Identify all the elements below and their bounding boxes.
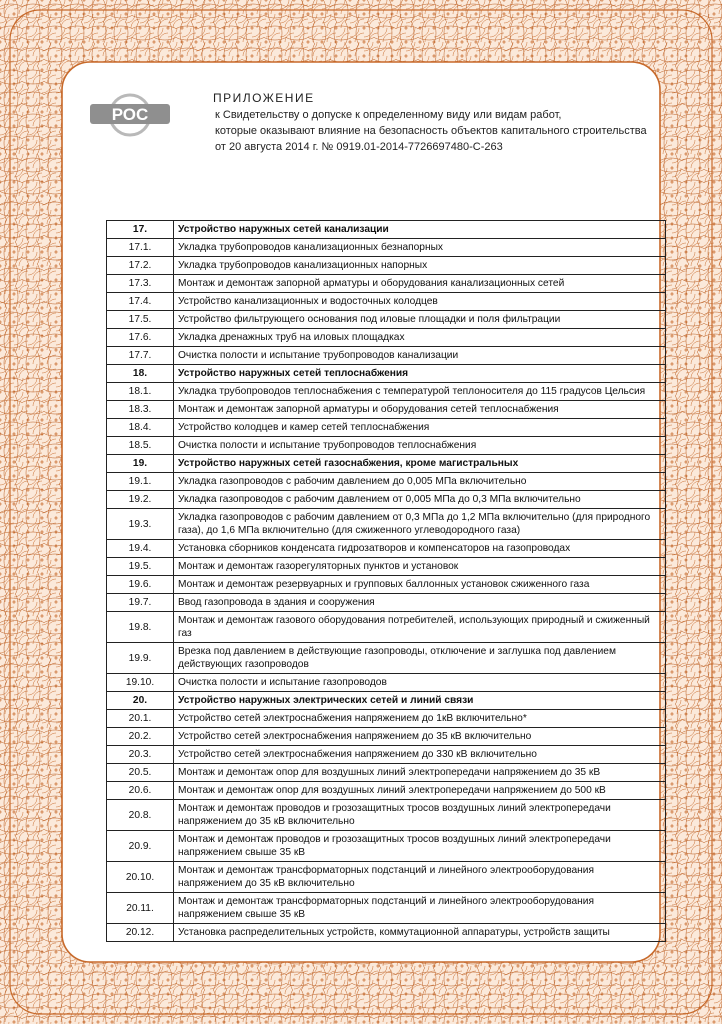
- table-row: [107, 329, 666, 347]
- table-row: [107, 728, 666, 746]
- row-description: Устройство наружных сетей канализации: [174, 221, 666, 239]
- row-description: Монтаж и демонтаж опор для воздушных линий электропередачи напряжением до 35 кВ: [174, 764, 666, 782]
- table-row: [107, 401, 666, 419]
- table-row: [107, 437, 666, 455]
- table-row: [107, 764, 666, 782]
- row-description: Устройство канализационных и водосточных колодцев: [174, 293, 666, 311]
- row-number: 19.4.: [107, 540, 174, 558]
- row-description: Установка распределительных устройств, коммутационной аппаратуры, устройств защиты: [174, 924, 666, 942]
- table-row: [107, 257, 666, 275]
- row-description: Устройство наружных сетей газоснабжения, кроме магистральных: [174, 455, 666, 473]
- row-number: 17.4.: [107, 293, 174, 311]
- row-number: 18.3.: [107, 401, 174, 419]
- table-row: [107, 800, 666, 831]
- row-number: 17.1.: [107, 239, 174, 257]
- table-row: [107, 612, 666, 643]
- document-header: [90, 88, 690, 178]
- row-description: Монтаж и демонтаж опор для воздушных линий электропередачи напряжением до 500 кВ: [174, 782, 666, 800]
- row-number: 20.5.: [107, 764, 174, 782]
- table-row: [107, 594, 666, 612]
- row-description: Монтаж и демонтаж резервуарных и групповых баллонных установок сжиженного газа: [174, 576, 666, 594]
- table-row: [107, 239, 666, 257]
- row-number: 18.5.: [107, 437, 174, 455]
- table-row: [107, 674, 666, 692]
- row-number: 20.2.: [107, 728, 174, 746]
- table-row: [107, 540, 666, 558]
- row-number: 19.: [107, 455, 174, 473]
- table-row: [107, 862, 666, 893]
- row-description: Укладка трубопроводов теплоснабжения с температурой теплоносителя до 115 градусов Цельсия: [174, 383, 666, 401]
- row-number: 19.9.: [107, 643, 174, 674]
- table-row: [107, 782, 666, 800]
- row-description: Монтаж и демонтаж проводов и грозозащитных тросов воздушных линий электропередачи напряжением свыше 35 кВ: [174, 831, 666, 862]
- table-row: [107, 491, 666, 509]
- row-number: 20.3.: [107, 746, 174, 764]
- table-row: [107, 509, 666, 540]
- row-number: 19.7.: [107, 594, 174, 612]
- row-description: Монтаж и демонтаж проводов и грозозащитных тросов воздушных линий электропередачи напряжением до 35 кВ включительно: [174, 800, 666, 831]
- row-number: 19.5.: [107, 558, 174, 576]
- table-row: [107, 558, 666, 576]
- table-row: [107, 576, 666, 594]
- appendix-subtitle-line1: к Свидетельству о допуске к определенному виду или видам работ,: [215, 109, 562, 121]
- row-description: Устройство сетей электроснабжения напряжением до 1кВ включительно*: [174, 710, 666, 728]
- row-description: Очистка полости и испытание трубопроводов канализации: [174, 347, 666, 365]
- row-description: Укладка дренажных труб на иловых площадках: [174, 329, 666, 347]
- row-number: 20.12.: [107, 924, 174, 942]
- svg-text:РОС: РОС: [111, 105, 149, 124]
- row-number: 18.4.: [107, 419, 174, 437]
- work-types-table: [106, 220, 666, 942]
- table-row: [107, 293, 666, 311]
- appendix-title: ПРИЛОЖЕНИЕ: [213, 91, 315, 105]
- row-description: Устройство наружных сетей теплоснабжения: [174, 365, 666, 383]
- row-description: Укладка газопроводов с рабочим давлением до 0,005 МПа включительно: [174, 473, 666, 491]
- row-description: Устройство колодцев и камер сетей теплоснабжения: [174, 419, 666, 437]
- table-row: [107, 643, 666, 674]
- row-description: Устройство сетей электроснабжения напряжением до 330 кВ включительно: [174, 746, 666, 764]
- table-row: [107, 710, 666, 728]
- row-description: Устройство наружных электрических сетей и линий связи: [174, 692, 666, 710]
- row-description: Укладка газопроводов с рабочим давлением от 0,3 МПа до 1,2 МПа включительно (для природного газа), до 1,6 МПа включительно (для сжиженного углеводородного газа): [174, 509, 666, 540]
- section-row: [107, 221, 666, 239]
- table-row: [107, 831, 666, 862]
- row-number: 17.2.: [107, 257, 174, 275]
- row-description: Установка сборников конденсата гидрозатворов и компенсаторов на газопроводах: [174, 540, 666, 558]
- table-row: [107, 893, 666, 924]
- ros-logo: [90, 92, 170, 138]
- row-number: 20.8.: [107, 800, 174, 831]
- row-number: 17.3.: [107, 275, 174, 293]
- row-number: 18.: [107, 365, 174, 383]
- table-row: [107, 924, 666, 942]
- certificate-number: от 20 августа 2014 г. № 0919.01-2014-7726697480-С-263: [215, 141, 503, 153]
- row-description: Устройство сетей электроснабжения напряжением до 35 кВ включительно: [174, 728, 666, 746]
- row-number: 19.10.: [107, 674, 174, 692]
- row-description: Врезка под давлением в действующие газопроводы, отключение и заглушка под давлением действующих газопроводов: [174, 643, 666, 674]
- row-description: Ввод газопровода в здания и сооружения: [174, 594, 666, 612]
- row-number: 17.6.: [107, 329, 174, 347]
- row-number: 19.2.: [107, 491, 174, 509]
- section-row: [107, 692, 666, 710]
- row-number: 17.7.: [107, 347, 174, 365]
- table-row: [107, 473, 666, 491]
- row-number: 20.11.: [107, 893, 174, 924]
- row-number: 20.1.: [107, 710, 174, 728]
- row-number: 20.: [107, 692, 174, 710]
- table-row: [107, 311, 666, 329]
- row-description: Монтаж и демонтаж трансформаторных подстанций и линейного электрооборудования напряжением свыше 35 кВ: [174, 893, 666, 924]
- row-description: Укладка трубопроводов канализационных безнапорных: [174, 239, 666, 257]
- row-number: 19.1.: [107, 473, 174, 491]
- appendix-subtitle-line2: которые оказывают влияние на безопасность объектов капитального строительства: [215, 125, 647, 137]
- table-row: [107, 347, 666, 365]
- section-row: [107, 455, 666, 473]
- row-description: Монтаж и демонтаж запорной арматуры и оборудования сетей теплоснабжения: [174, 401, 666, 419]
- row-number: 20.9.: [107, 831, 174, 862]
- row-description: Монтаж и демонтаж газового оборудования потребителей, использующих природный и сжиженный газ: [174, 612, 666, 643]
- table-row: [107, 383, 666, 401]
- row-description: Устройство фильтрующего основания под иловые площадки и поля фильтрации: [174, 311, 666, 329]
- row-description: Укладка трубопроводов канализационных напорных: [174, 257, 666, 275]
- row-description: Укладка газопроводов с рабочим давлением от 0,005 МПа до 0,3 МПа включительно: [174, 491, 666, 509]
- table-row: [107, 275, 666, 293]
- row-number: 18.1.: [107, 383, 174, 401]
- table-row: [107, 419, 666, 437]
- row-number: 20.6.: [107, 782, 174, 800]
- row-number: 17.: [107, 221, 174, 239]
- row-description: Монтаж и демонтаж трансформаторных подстанций и линейного электрооборудования напряжением до 35 кВ включительно: [174, 862, 666, 893]
- row-number: 17.5.: [107, 311, 174, 329]
- row-description: Монтаж и демонтаж газорегуляторных пунктов и установок: [174, 558, 666, 576]
- row-description: Очистка полости и испытание трубопроводов теплоснабжения: [174, 437, 666, 455]
- row-number: 19.8.: [107, 612, 174, 643]
- row-number: 20.10.: [107, 862, 174, 893]
- table-row: [107, 746, 666, 764]
- row-number: 19.6.: [107, 576, 174, 594]
- section-row: [107, 365, 666, 383]
- row-number: 19.3.: [107, 509, 174, 540]
- row-description: Очистка полости и испытание газопроводов: [174, 674, 666, 692]
- row-description: Монтаж и демонтаж запорной арматуры и оборудования канализационных сетей: [174, 275, 666, 293]
